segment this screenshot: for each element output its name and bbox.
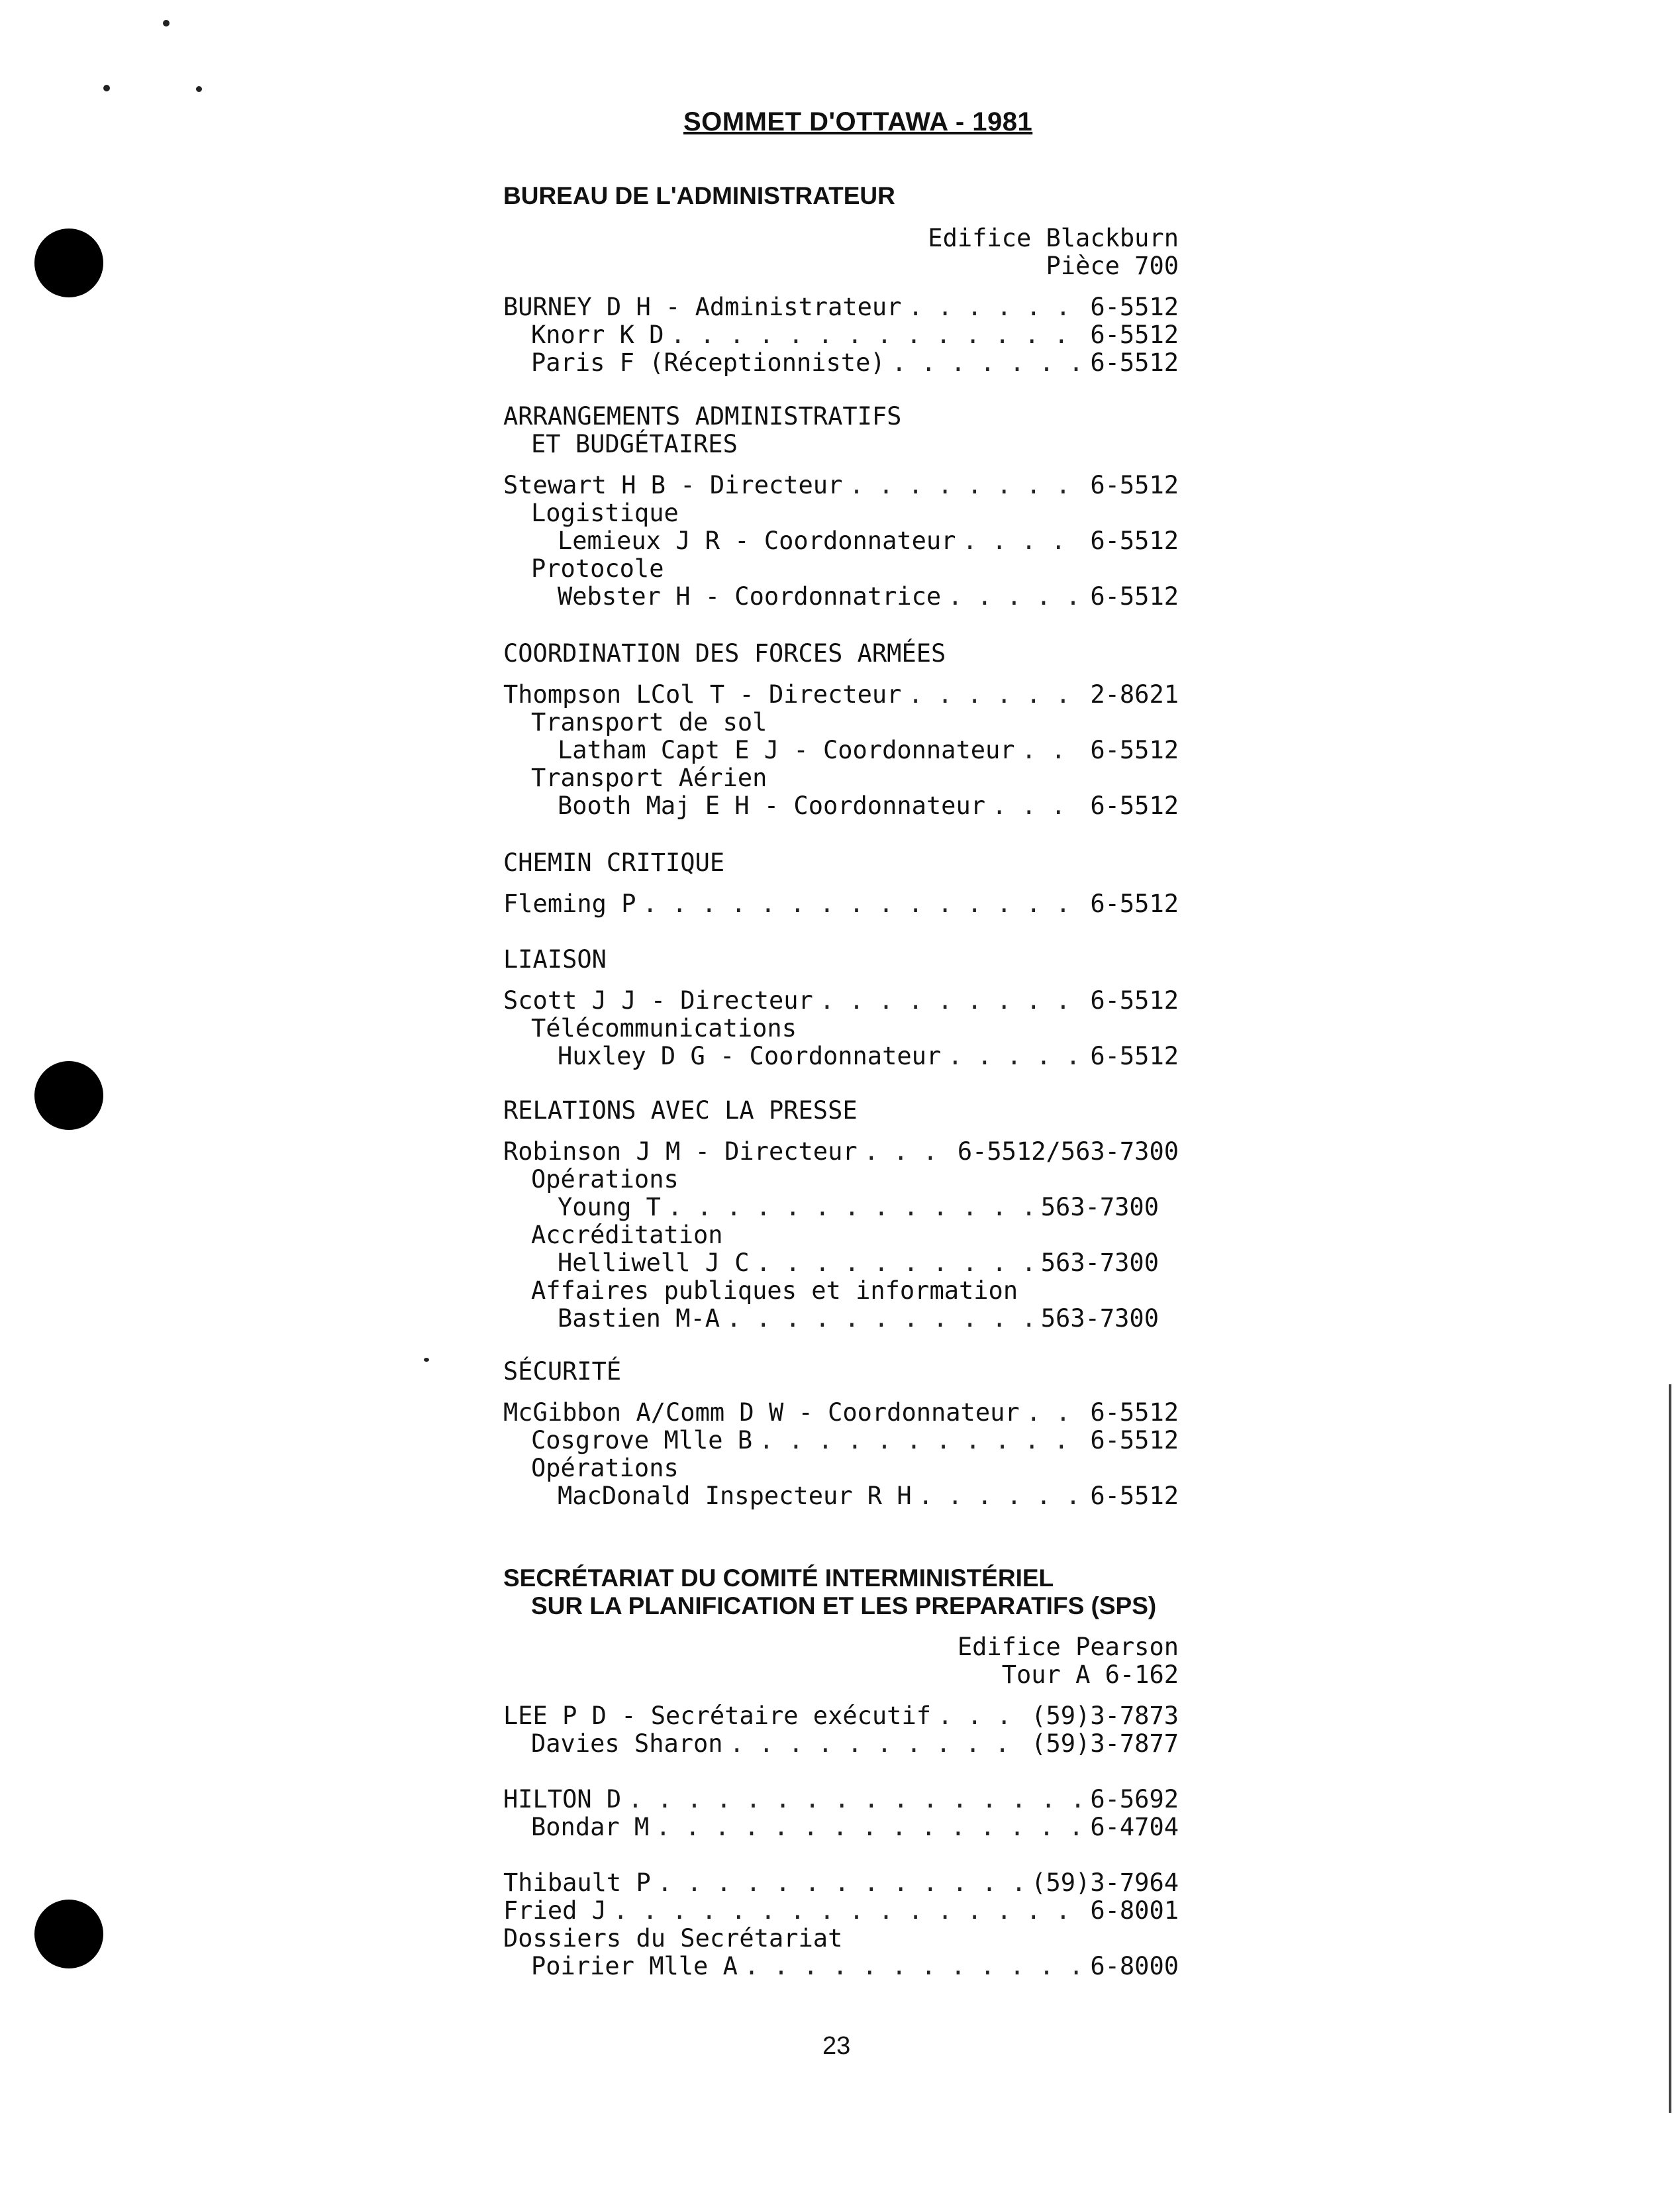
directory-entry: Thompson LCol T - Directeur . . . 2-8621 bbox=[503, 681, 1179, 709]
subsection-label: Transport Aérien bbox=[531, 764, 767, 792]
punch-hole bbox=[34, 1061, 103, 1130]
section-heading: SUR LA PLANIFICATION ET LES PREPARATIFS (SPS) bbox=[531, 1592, 1157, 1619]
section-secretariat bbox=[503, 1564, 1179, 1980]
directory-entry: McGibbon A/Comm D W - Coordonnateur . . . 6-5512 bbox=[503, 1399, 1179, 1427]
scan-edge-line bbox=[1669, 1384, 1671, 2113]
section-heading: SÉCURITÉ bbox=[503, 1357, 622, 1386]
scan-speck bbox=[103, 85, 110, 91]
location-line: Edifice Pearson bbox=[957, 1633, 1179, 1661]
section-forces-armees bbox=[503, 640, 1179, 820]
section-presse bbox=[503, 1097, 1179, 1333]
page-title: SOMMET D'OTTAWA - 1981 bbox=[683, 107, 1033, 136]
directory-entry: Paris F (Réceptionniste) . . . 6-5512 bbox=[503, 349, 1179, 377]
location-line: Tour A 6-162 bbox=[1001, 1660, 1179, 1689]
section-securite bbox=[503, 1358, 1179, 1510]
location-line: Edifice Blackburn bbox=[928, 224, 1179, 252]
directory-entry: Booth Maj E H - Coordonnateur . . . 6-5512 bbox=[503, 792, 1179, 820]
directory-entry: HILTON D . . . 6-5692 bbox=[503, 1786, 1179, 1813]
directory-entry: Fried J . . . 6-8001 bbox=[503, 1897, 1179, 1925]
section-heading: LIAISON bbox=[503, 945, 607, 974]
punch-hole bbox=[34, 1900, 103, 1968]
directory-entry: Lemieux J R - Coordonnateur . . . 6-5512 bbox=[503, 527, 1179, 555]
section-heading: BUREAU DE L'ADMINISTRATEUR bbox=[503, 182, 895, 209]
subsection-label: Accréditation bbox=[531, 1221, 723, 1249]
section-heading: COORDINATION DES FORCES ARMÉES bbox=[503, 639, 946, 668]
location-line: Pièce 700 bbox=[1046, 252, 1179, 280]
directory-entry: Poirier Mlle A . . . 6-8000 bbox=[503, 1953, 1179, 1980]
directory-entry: BURNEY D H - Administrateur . . . 6-5512 bbox=[503, 293, 1179, 321]
page-number: 23 bbox=[822, 2032, 851, 2060]
subsection-label: Télécommunications bbox=[531, 1014, 797, 1043]
directory-entry: Latham Capt E J - Coordonnateur . . . 6-5512 bbox=[503, 737, 1179, 764]
subsection-label: Opérations bbox=[531, 1454, 679, 1482]
section-liaison bbox=[503, 946, 1179, 1070]
subsection-label: Protocole bbox=[531, 554, 664, 583]
subsection-label: Logistique bbox=[531, 499, 679, 527]
subsection-label: Dossiers du Secrétariat bbox=[503, 1924, 843, 1953]
directory-entry: Cosgrove Mlle B . . . 6-5512 bbox=[503, 1427, 1179, 1454]
subsection-label: Transport de sol bbox=[531, 708, 767, 737]
directory-entry: Thibault P . . . (59)3-7964 bbox=[503, 1869, 1179, 1897]
section-bureau bbox=[503, 182, 1179, 377]
directory-entry: Bondar M . . . 6-4704 bbox=[503, 1813, 1179, 1841]
section-heading: ARRANGEMENTS ADMINISTRATIFS bbox=[503, 402, 902, 431]
section-heading: RELATIONS AVEC LA PRESSE bbox=[503, 1096, 858, 1125]
directory-entry: Davies Sharon . . . (59)3-7877 bbox=[503, 1730, 1179, 1758]
scan-speck bbox=[424, 1358, 429, 1362]
section-heading: CHEMIN CRITIQUE bbox=[503, 848, 725, 877]
directory-entry: Young T . . . 563-7300 bbox=[503, 1194, 1179, 1221]
directory-entry: Bastien M-A . . . 563-7300 bbox=[503, 1305, 1179, 1333]
section-arrangements bbox=[503, 403, 1179, 611]
directory-entry: Huxley D G - Coordonnateur . . . 6-5512 bbox=[503, 1043, 1179, 1070]
directory-entry: Webster H - Coordonnatrice . . . 6-5512 bbox=[503, 583, 1179, 611]
section-chemin-critique bbox=[503, 849, 1179, 918]
punch-hole bbox=[34, 229, 103, 297]
section-heading: SECRÉTARIAT DU COMITÉ INTERMINISTÉRIEL bbox=[503, 1564, 1054, 1592]
subsection-label: Affaires publiques et information bbox=[531, 1276, 1018, 1305]
scan-speck bbox=[196, 86, 202, 92]
directory-entry: MacDonald Inspecteur R H . . . 6-5512 bbox=[503, 1482, 1179, 1510]
directory-entry: Robinson J M - Directeur . . . 6-5512/563-7300 bbox=[503, 1138, 1179, 1166]
directory-entry: Knorr K D . . . 6-5512 bbox=[503, 321, 1179, 349]
directory-entry: Scott J J - Directeur . . . 6-5512 bbox=[503, 987, 1179, 1015]
directory-entry: Helliwell J C . . . 563-7300 bbox=[503, 1249, 1179, 1277]
directory-entry: LEE P D - Secrétaire exécutif . . . (59)3-7873 bbox=[503, 1702, 1179, 1730]
section-heading: ET BUDGÉTAIRES bbox=[531, 430, 738, 458]
scan-speck bbox=[163, 20, 170, 26]
directory-entry: Fleming P . . . 6-5512 bbox=[503, 890, 1179, 918]
directory-entry: Stewart H B - Directeur . . . 6-5512 bbox=[503, 472, 1179, 499]
subsection-label: Opérations bbox=[531, 1165, 679, 1194]
